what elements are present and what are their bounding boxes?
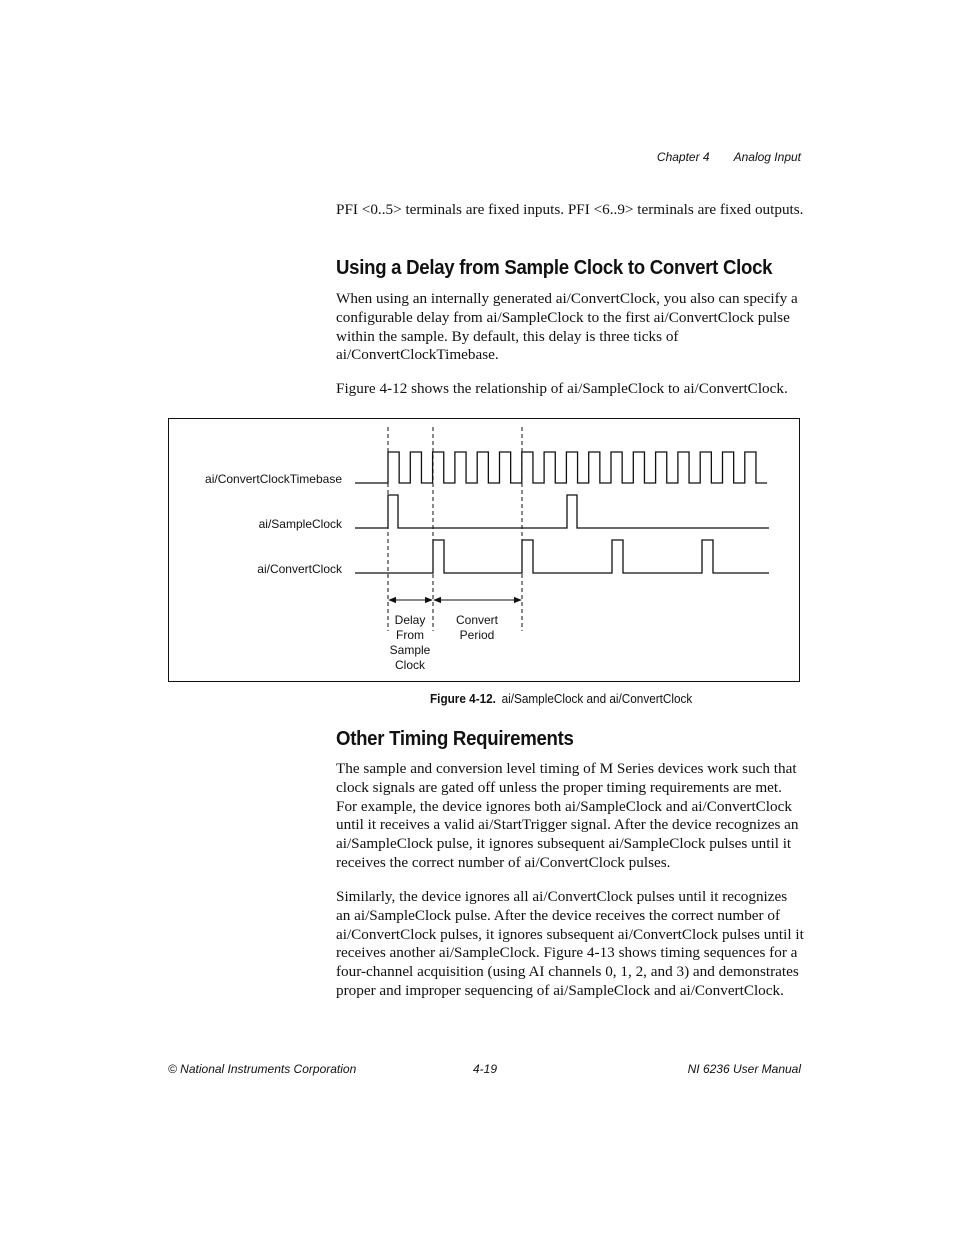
header-chapter: Chapter 4 bbox=[656, 150, 710, 164]
label-timebase: ai/ConvertClockTimebase bbox=[205, 472, 342, 486]
label-sample-clock: ai/SampleClock bbox=[258, 517, 342, 531]
timebase-waveform bbox=[355, 452, 767, 483]
timing-figure bbox=[168, 418, 800, 682]
delay-label-line2: From bbox=[396, 628, 424, 642]
timing-paragraph-1: The sample and conversion level timing of M Series devices work such that clock signals are gated off unless the proper timing requirements are met. For example, the device ignores both ai/SampleClock and ai/ConvertClock until it receives a valid ai/StartTrigger signal. After the device recognizes an ai/SampleClock pulse, it ignores subsequent ai/SampleClock pulses until it receives the correct number of ai/ConvertClock pulses. bbox=[336, 760, 799, 871]
footer-manual-title: NI 6236 User Manual bbox=[687, 1062, 801, 1076]
delay-label-line4: Clock bbox=[394, 658, 426, 672]
delay-paragraph-1: When using an internally generated ai/ConvertClock, you also can specify a configurable delay from ai/SampleClock to the first ai/ConvertClock pulse within the sample. By default, this delay is three ticks of ai/ConvertClockTimebase. bbox=[336, 290, 798, 364]
sample-clock-waveform bbox=[355, 495, 769, 528]
delay-label-line3: Sample bbox=[389, 643, 431, 657]
section-heading-timing: Other Timing Requirements bbox=[336, 728, 574, 750]
label-convert-clock: ai/ConvertClock bbox=[257, 562, 342, 576]
section-heading-delay: Using a Delay from Sample Clock to Convert Clock bbox=[336, 257, 773, 279]
figure-caption bbox=[430, 692, 692, 706]
intro-paragraph: PFI <0..5> terminals are fixed inputs. PFI <6..9> terminals are fixed outputs. bbox=[336, 201, 804, 218]
delay-paragraph-2: Figure 4-12 shows the relationship of ai/SampleClock to ai/ConvertClock. bbox=[336, 380, 788, 397]
timing-diagram bbox=[169, 419, 799, 681]
period-label-line1: Convert bbox=[455, 613, 499, 627]
running-header bbox=[657, 150, 801, 164]
delay-label-line1: Delay bbox=[394, 613, 426, 627]
figure-caption-text: ai/SampleClock and ai/ConvertClock bbox=[501, 692, 693, 706]
footer-page-number: 4-19 bbox=[473, 1062, 498, 1076]
figure-number: Figure 4-12. bbox=[430, 692, 496, 706]
header-section: Analog Input bbox=[733, 150, 801, 164]
period-label-line2: Period bbox=[459, 628, 495, 642]
timing-paragraph-2: Similarly, the device ignores all ai/ConvertClock pulses until it recognizes an ai/SampleClock pulse. After the device receives the correct number of ai/ConvertClock pulses, it ignores subsequent ai/ConvertClock pulses until it receives another ai/SampleClock. Figure 4-13 shows timing sequences for a four-channel acquisition (using AI channels 0, 1, 2, and 3) and demonstrates proper and improper sequencing of ai/SampleClock and ai/ConvertClock. bbox=[336, 888, 804, 999]
footer-copyright: © National Instruments Corporation bbox=[168, 1062, 357, 1076]
convert-clock-waveform bbox=[355, 540, 769, 573]
